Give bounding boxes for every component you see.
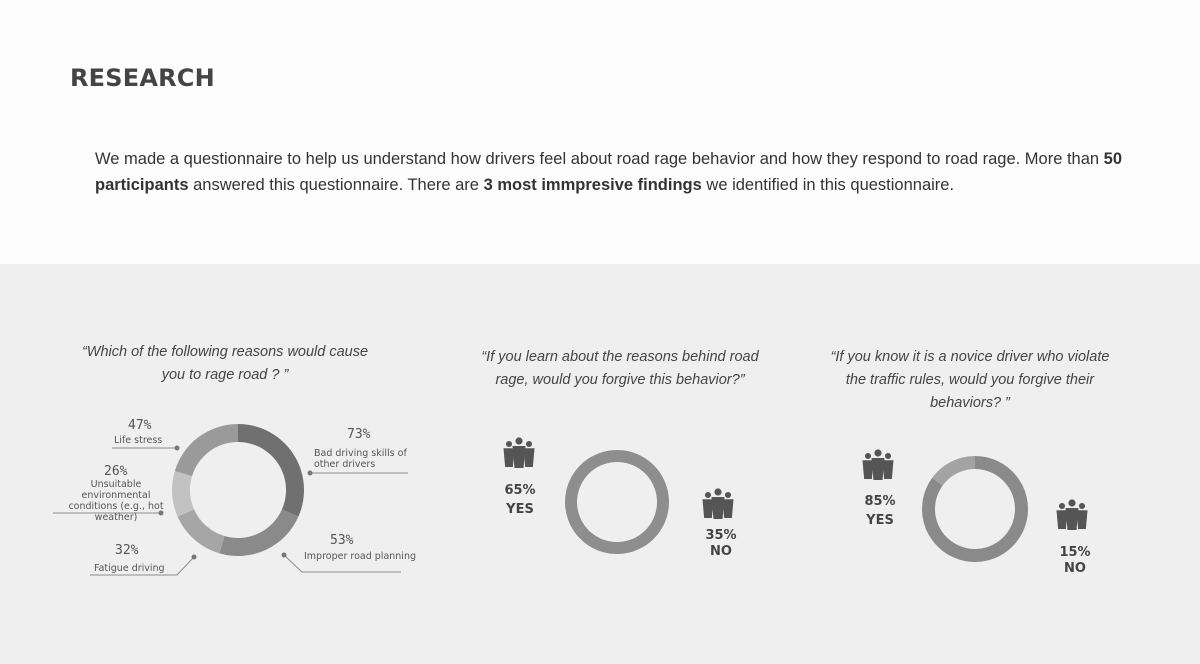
q2-no-pct: 35%	[705, 528, 737, 543]
q3-yes-label	[857, 492, 903, 530]
q3-no-text: NO	[1064, 561, 1086, 576]
q3-yes-text: YES	[866, 513, 894, 528]
label-bad-driving: Bad driving skills of other drivers	[314, 448, 407, 470]
q2-yes-text: YES	[506, 502, 534, 517]
label-life-stress: Life stress	[114, 435, 163, 446]
q2-no-text: NO	[710, 544, 732, 559]
question-1: “Which of the following reasons would cause you to rage road ? ”	[81, 344, 369, 383]
donut-slice-no	[932, 456, 975, 485]
question-3: “If you know it is a novice driver who violate the traffic rules, would you forgive their behaviors? ”	[830, 349, 1110, 411]
label-road-planning: Improper road planning	[304, 551, 417, 562]
intro-bold-participants: 50 participants	[95, 150, 1123, 194]
pct-road-planning: 53%	[330, 533, 354, 548]
donut-chart-3	[922, 456, 1028, 562]
pct-life-stress: 47%	[128, 418, 152, 433]
q2-yes-pct: 65%	[504, 483, 536, 498]
question-2: “If you learn about the reasons behind road rage, would you forgive this behavior?”	[481, 349, 759, 388]
q3-no-label	[1052, 545, 1098, 577]
intro-text-2: answered this questionnaire. There are	[188, 176, 484, 194]
pct-fatigue: 32%	[115, 543, 139, 558]
label-environment: Unsuitable environmental conditions (e.g., hot weather)	[68, 479, 164, 523]
q3-no-pct: 15%	[1059, 545, 1091, 560]
pct-environment: 26%	[104, 464, 128, 479]
intro-text-1: We made a questionnaire to help us understand how drivers feel about road rage behavior and how they respond to road rage. More than	[95, 150, 1104, 168]
pct-bad-driving: 73%	[347, 427, 371, 442]
intro-bold-findings: 3 most immpresive findings	[483, 176, 702, 194]
label-fatigue: Fatigue driving	[94, 563, 165, 574]
q3-yes-pct: 85%	[864, 494, 896, 509]
intro-text-3: we identified in this questionnaire.	[701, 176, 955, 194]
page-title: RESEARCH	[70, 64, 215, 92]
